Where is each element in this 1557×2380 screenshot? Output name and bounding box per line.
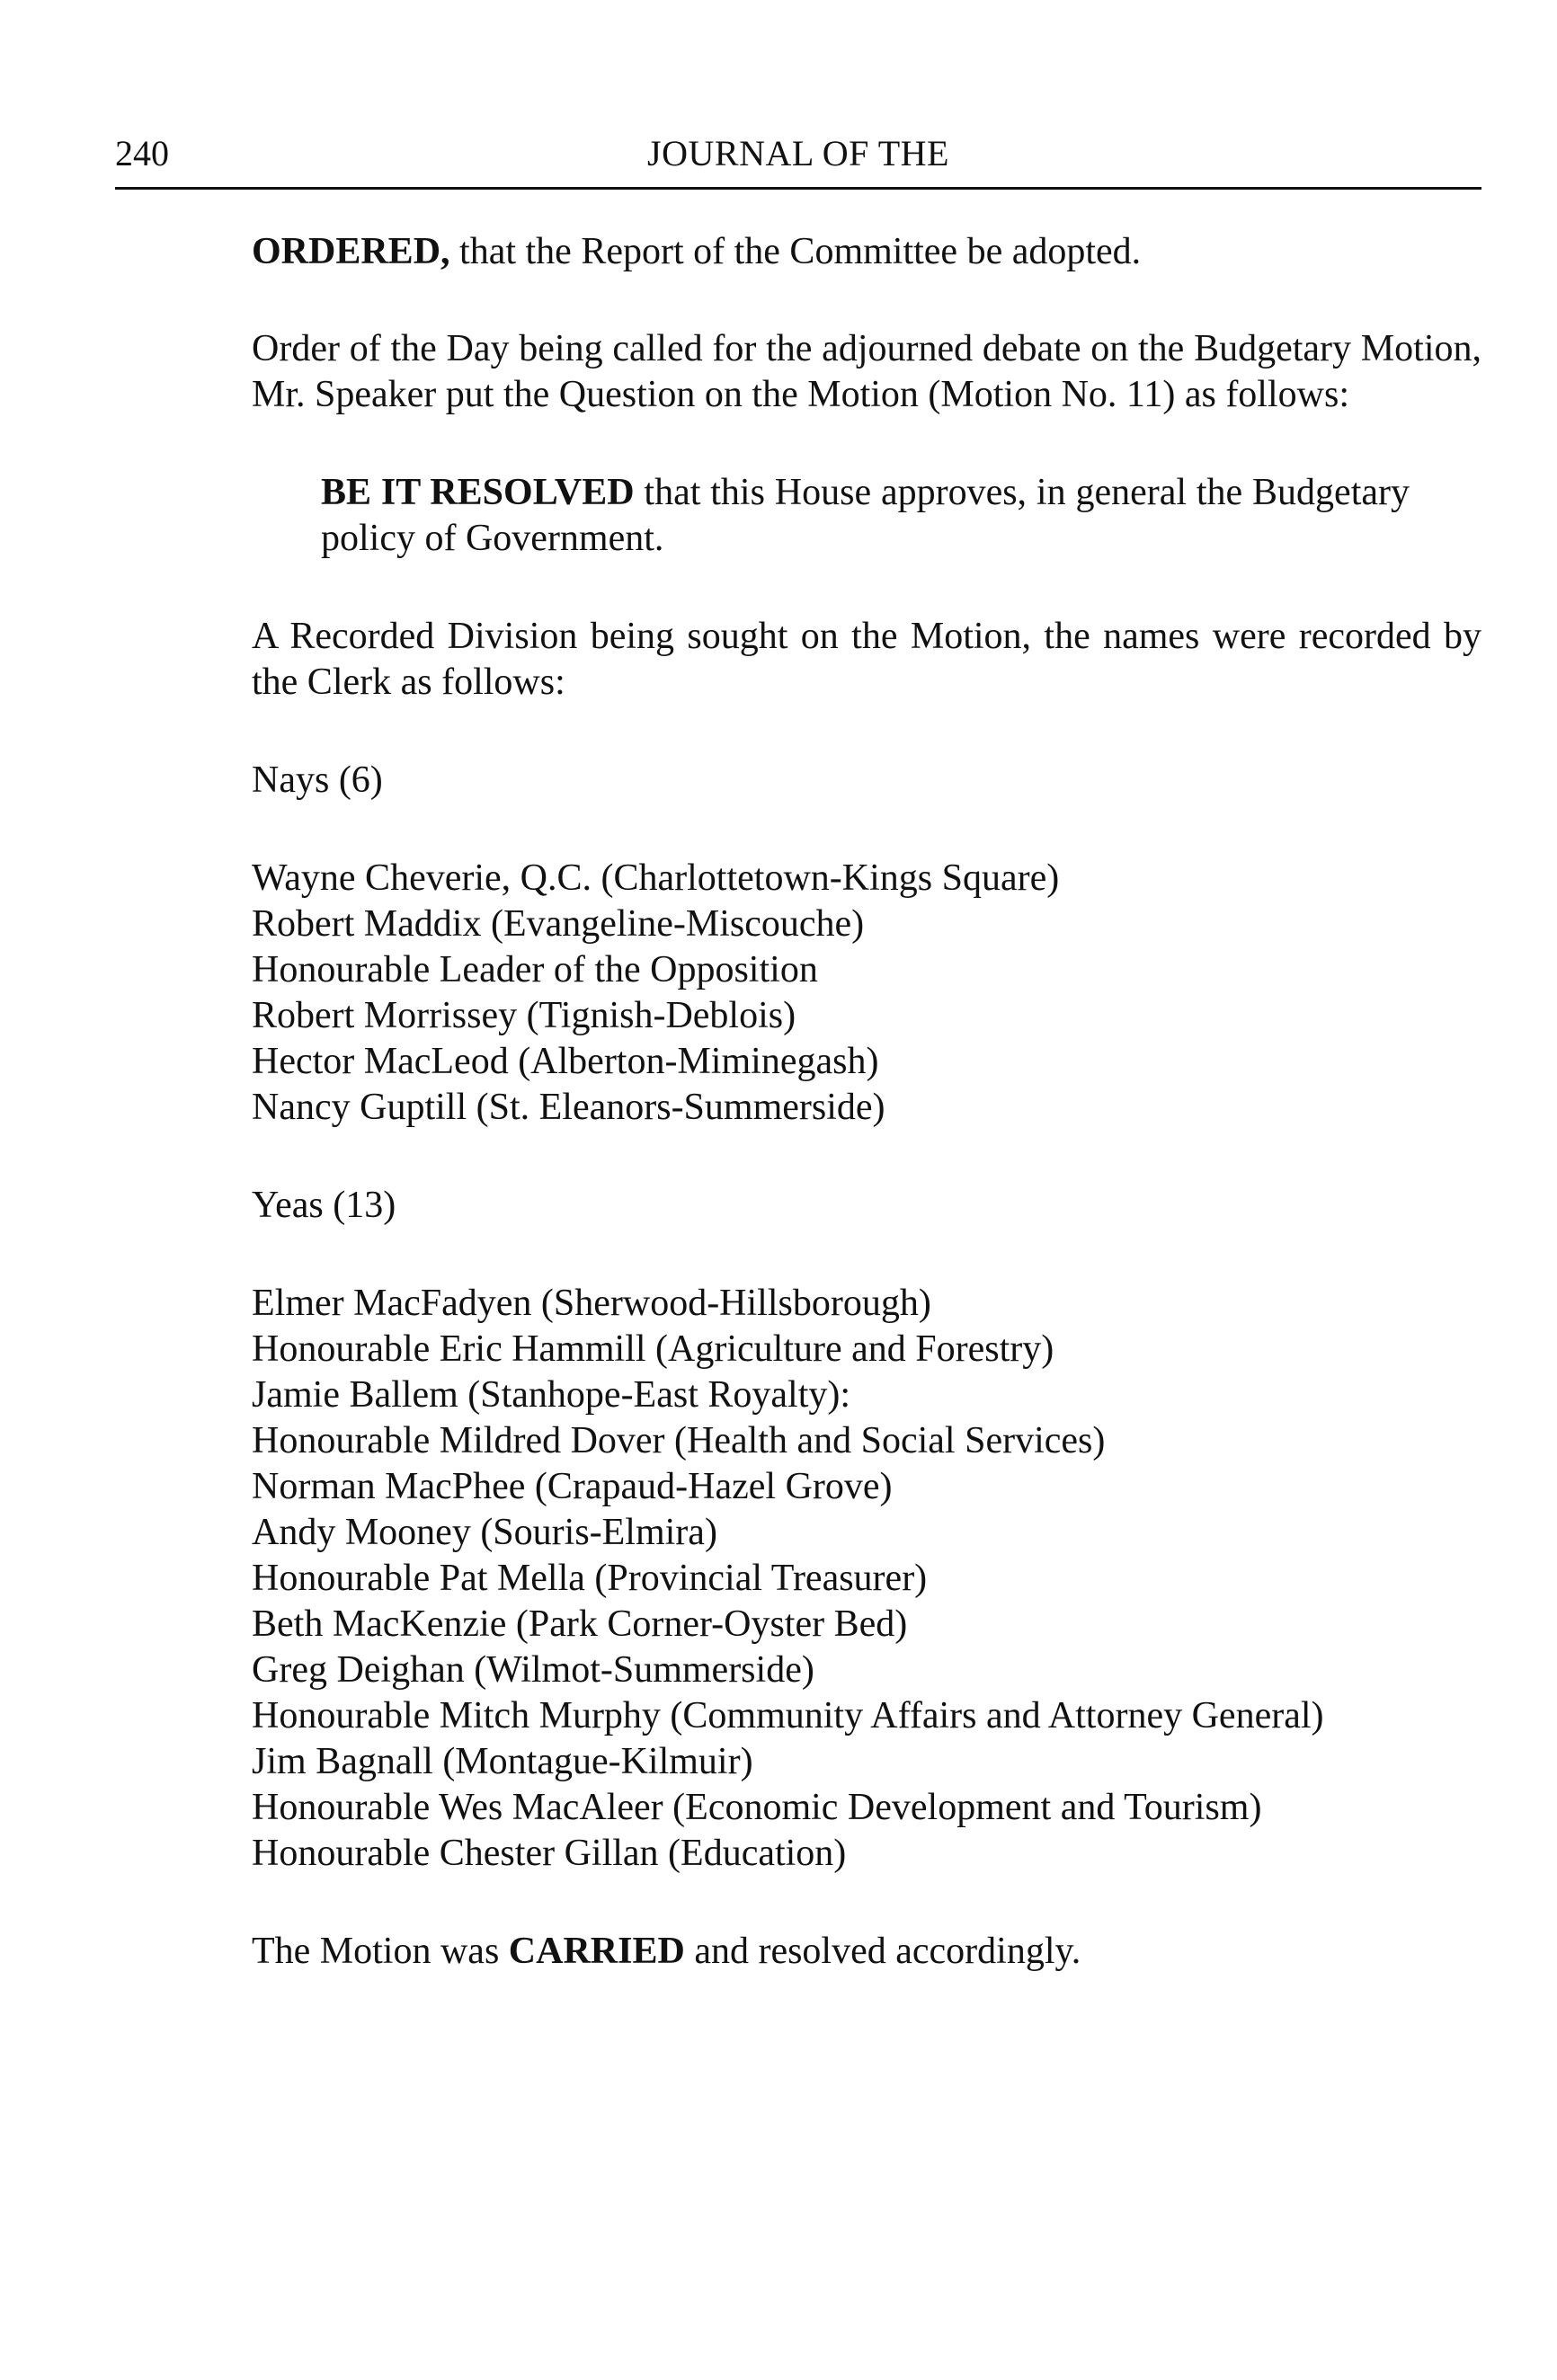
yeas-member: Honourable Chester Gillan (Education) [252, 1833, 847, 1874]
yeas-heading: Yeas (13) [252, 1185, 396, 1226]
yeas-member: Andy Mooney (Souris-Elmira) [252, 1512, 717, 1553]
yeas-member: Honourable Wes MacAleer (Economic Development and Tourism) [252, 1787, 1262, 1828]
ordered-text: that the Report of the Committee be adopted. [449, 231, 1142, 272]
result-paragraph [252, 1929, 1481, 1975]
journal-body [252, 229, 1481, 1975]
nays-member: Wayne Cheverie, Q.C. (Charlottetown-Kings Square) [252, 857, 1060, 899]
nays-heading: Nays (6) [252, 759, 383, 801]
yeas-member: Elmer MacFadyen (Sherwood-Hillsborough) [252, 1283, 931, 1324]
result-prefix: The Motion was [252, 1931, 509, 1972]
page-number: 240 [115, 133, 169, 173]
yeas-member: Honourable Mitch Murphy (Community Affairs and Attorney General) [252, 1695, 1324, 1736]
nays-member: Robert Maddix (Evangeline-Miscouche) [252, 903, 865, 945]
nays-member: Robert Morrissey (Tignish-Deblois) [252, 995, 796, 1036]
nays-member: Nancy Guptill (St. Eleanors-Summerside) [252, 1087, 885, 1128]
yeas-member: Beth MacKenzie (Park Corner-Oyster Bed) [252, 1603, 908, 1645]
recorded-division-paragraph: A Recorded Division being sought on the Motion, the names were recorded by the Clerk as follows: [252, 616, 1481, 703]
ordered-keyword: ORDERED, [252, 231, 450, 272]
yeas-member: Jim Bagnall (Montague-Kilmuir) [252, 1741, 753, 1782]
resolution-text: that this House approves, in general the Budgetary policy of Government. [321, 472, 1410, 559]
yeas-member: Honourable Mildred Dover (Health and Social Services) [252, 1420, 1106, 1461]
nays-member: Hector MacLeod (Alberton-Miminegash) [252, 1041, 879, 1082]
yeas-member: Honourable Pat Mella (Provincial Treasurer) [252, 1558, 928, 1599]
page-header [115, 131, 1481, 190]
resolution-keyword: BE IT RESOLVED [321, 472, 635, 513]
nays-list [252, 856, 1481, 1131]
ordered-paragraph [252, 229, 1481, 275]
nays-member: Honourable Leader of the Opposition [252, 949, 818, 990]
yeas-member: Greg Deighan (Wilmot-Summerside) [252, 1649, 814, 1691]
resolution-block [321, 470, 1410, 562]
yeas-member: Norman MacPhee (Crapaud-Hazel Grove) [252, 1466, 893, 1507]
order-of-day-paragraph: Order of the Day being called for the adjourned debate on the Budgetary Motion, Mr. Speaker put the Question on the Motion (Motion No. 11) as follows: [252, 328, 1481, 415]
result-suffix: and resolved accordingly. [684, 1931, 1081, 1972]
yeas-list [252, 1281, 1481, 1877]
result-keyword: CARRIED [508, 1931, 685, 1972]
yeas-member: Honourable Eric Hammill (Agriculture and Forestry) [252, 1328, 1054, 1370]
yeas-member: Jamie Ballem (Stanhope-East Royalty): [252, 1374, 851, 1416]
running-head: JOURNAL OF THE [647, 133, 949, 173]
